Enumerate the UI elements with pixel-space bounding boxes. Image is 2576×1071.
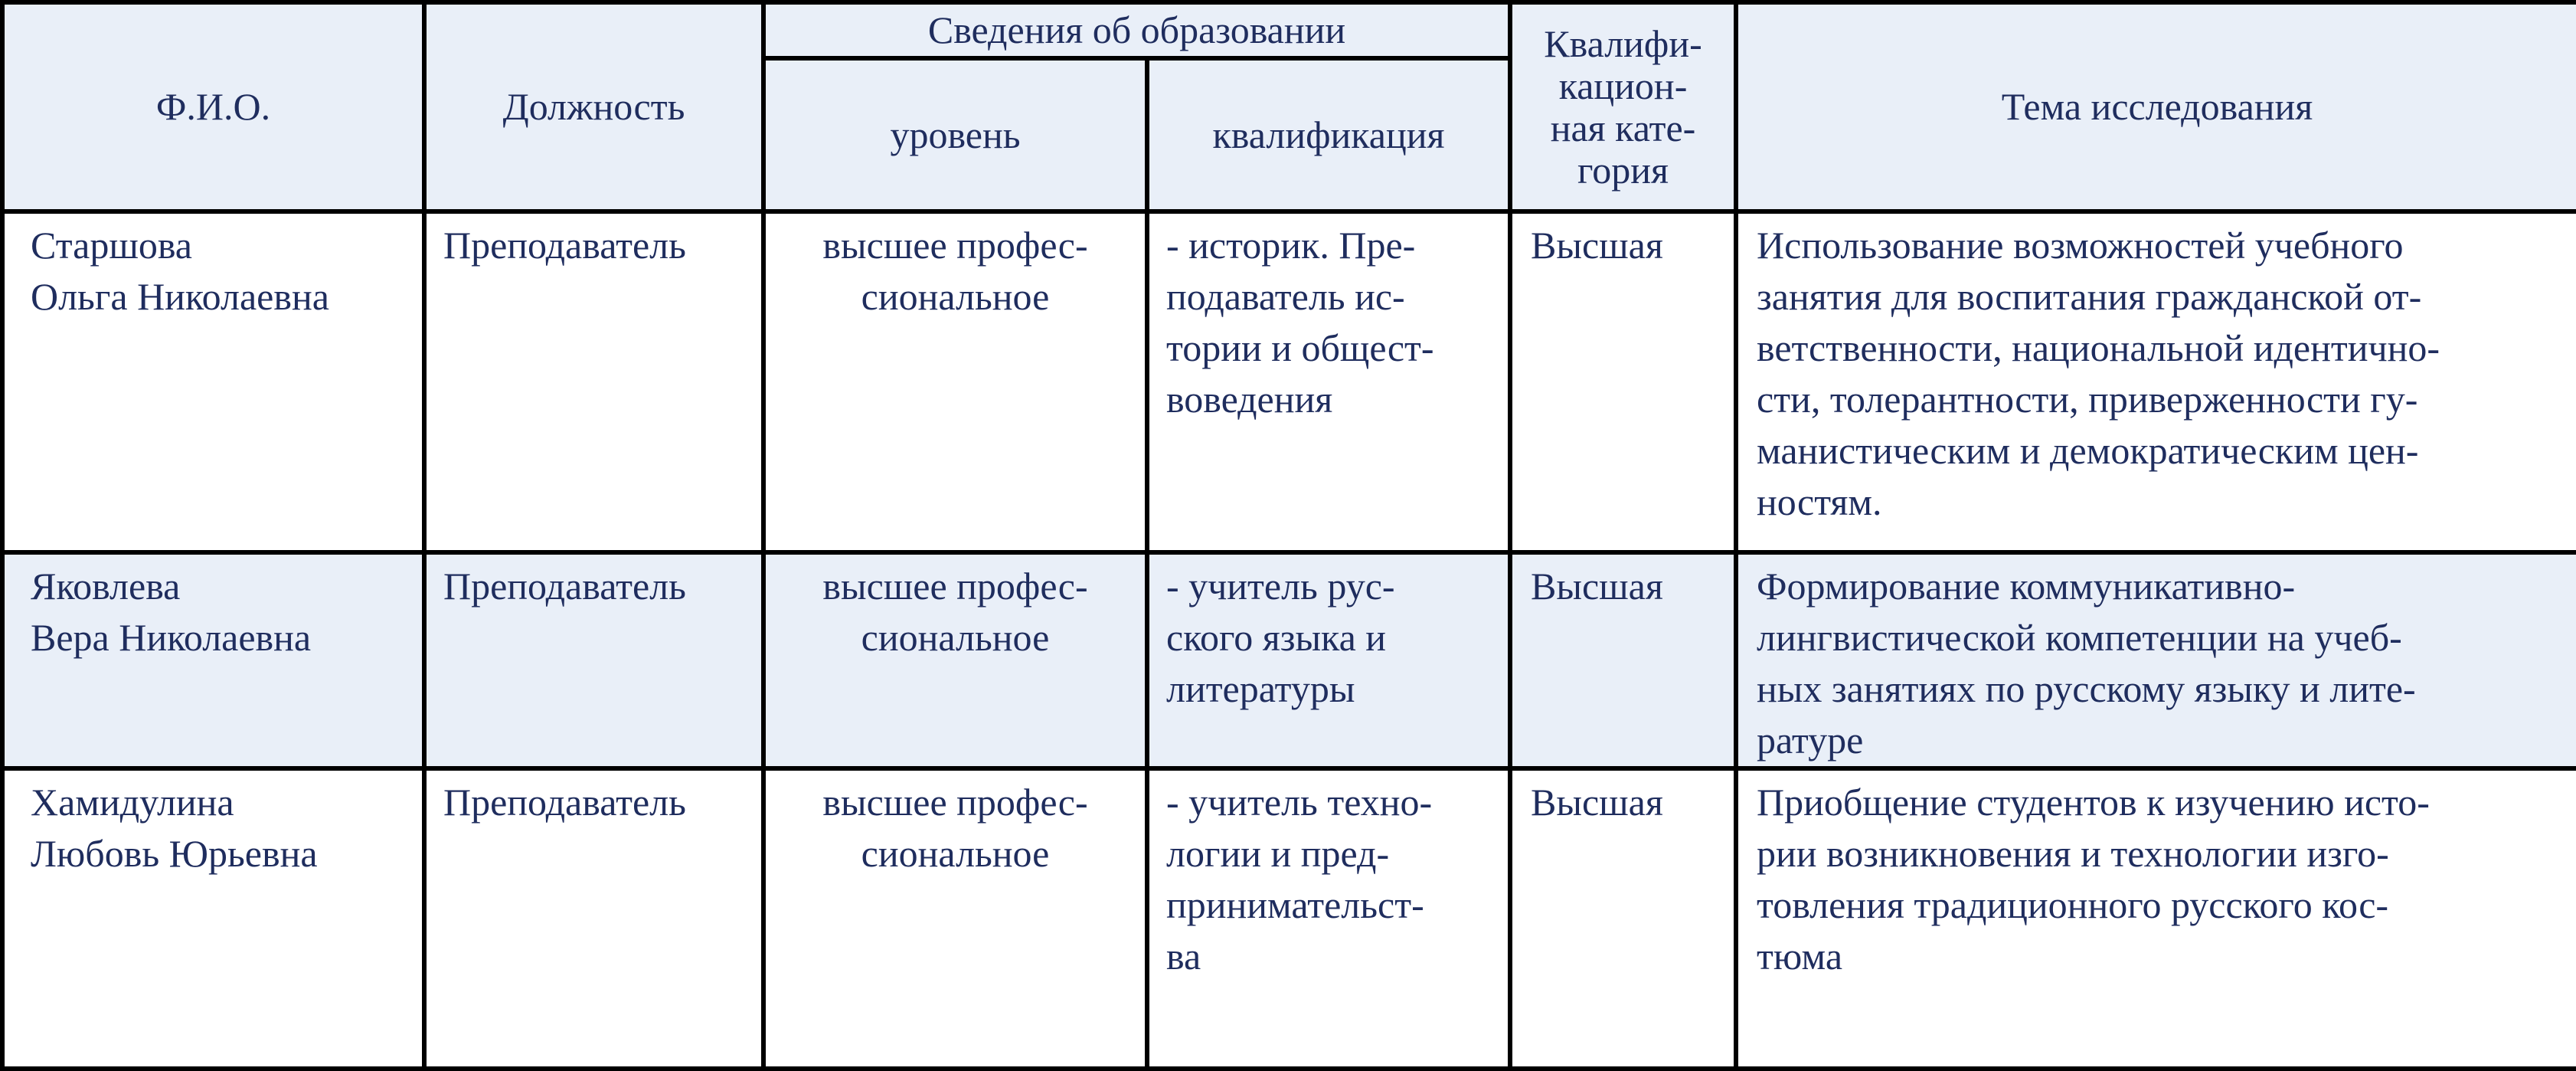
qualification-line: тории и общест- [1166, 326, 1434, 369]
topic-line: Приобщение студентов к изучению исто- [1757, 781, 2430, 824]
cell-position: Преподаватель [424, 211, 763, 552]
table-row [2, 211, 2576, 552]
header-topic: Тема исследования [1736, 2, 2576, 211]
level-line: сиональное [861, 275, 1050, 318]
header-row-top [2, 2, 2576, 58]
qualification-line: ского языка и [1166, 616, 1387, 659]
cell-name [2, 768, 424, 1069]
qualification-line: подаватель ис- [1166, 275, 1405, 318]
cell-topic [1736, 211, 2576, 552]
qualification-line: - учитель техно- [1166, 781, 1433, 824]
header-fio: Ф.И.О. [2, 2, 424, 211]
topic-line: сти, толерантности, приверженности гу- [1757, 378, 2418, 421]
name-line: Вера Николаевна [31, 616, 312, 659]
qualification-line: принимательст- [1166, 883, 1424, 926]
level-line: сиональное [861, 616, 1050, 659]
header-category-line: ная кате- [1550, 106, 1696, 149]
topic-line: ратуре [1757, 719, 1864, 761]
cell-level [763, 768, 1147, 1069]
cell-qualification [1147, 552, 1510, 768]
qualification-line: - учитель рус- [1166, 565, 1395, 608]
qualification-line: логии и пред- [1166, 832, 1390, 875]
header-level: уровень [763, 58, 1147, 211]
level-line: высшее профес- [822, 781, 1088, 824]
name-line: Ольга Николаевна [31, 275, 329, 318]
topic-line: рии возникновения и технологии изго- [1757, 832, 2389, 875]
topic-line: ностям. [1757, 480, 1882, 523]
cell-position: Преподаватель [424, 552, 763, 768]
cell-name [2, 211, 424, 552]
topic-line: манистическим и демократическим цен- [1757, 429, 2419, 472]
topic-line: занятия для воспитания гражданской от- [1757, 275, 2422, 318]
cell-category: Высшая [1510, 552, 1736, 768]
name-line: Яковлева [31, 565, 181, 608]
header-category-line: гория [1577, 148, 1669, 192]
header-category [1510, 2, 1736, 211]
header-category-line: Квалифи- [1544, 21, 1702, 65]
topic-line: лингвистической компетенции на учеб- [1757, 616, 2402, 659]
topic-line: ных занятиях по русскому языку и лите- [1757, 667, 2416, 710]
topic-line: ветственности, национальной идентично- [1757, 326, 2440, 369]
qualification-line: - историк. Пре- [1166, 224, 1416, 267]
topic-line: Использование возможностей учебного [1757, 224, 2404, 267]
cell-position: Преподаватель [424, 768, 763, 1069]
header-category-line: кацион- [1558, 64, 1688, 107]
table-row [2, 768, 2576, 1069]
table-row [2, 552, 2576, 768]
header-qualification: квалификация [1147, 58, 1510, 211]
level-line: высшее профес- [822, 224, 1088, 267]
name-line: Любовь Юрьевна [31, 832, 318, 875]
cell-name [2, 552, 424, 768]
topic-line: тюма [1757, 935, 1843, 978]
cell-topic [1736, 768, 2576, 1069]
cell-qualification [1147, 211, 1510, 552]
name-line: Старшова [31, 224, 192, 267]
name-line: Хамидулина [31, 781, 234, 824]
header-position: Должность [424, 2, 763, 211]
cell-category: Высшая [1510, 768, 1736, 1069]
level-line: сиональное [861, 832, 1050, 875]
cell-level [763, 552, 1147, 768]
level-line: высшее профес- [822, 565, 1088, 608]
topic-line: Формирование коммуникативно- [1757, 565, 2296, 608]
qualification-line: ва [1166, 935, 1201, 978]
cell-category: Высшая [1510, 211, 1736, 552]
cell-level [763, 211, 1147, 552]
header-education-group: Сведения об образовании [763, 2, 1510, 58]
qualification-line: литературы [1166, 667, 1355, 710]
cell-topic [1736, 552, 2576, 768]
qualification-line: воведения [1166, 378, 1333, 421]
cell-qualification [1147, 768, 1510, 1069]
topic-line: товления традиционного русского кос- [1757, 883, 2389, 926]
